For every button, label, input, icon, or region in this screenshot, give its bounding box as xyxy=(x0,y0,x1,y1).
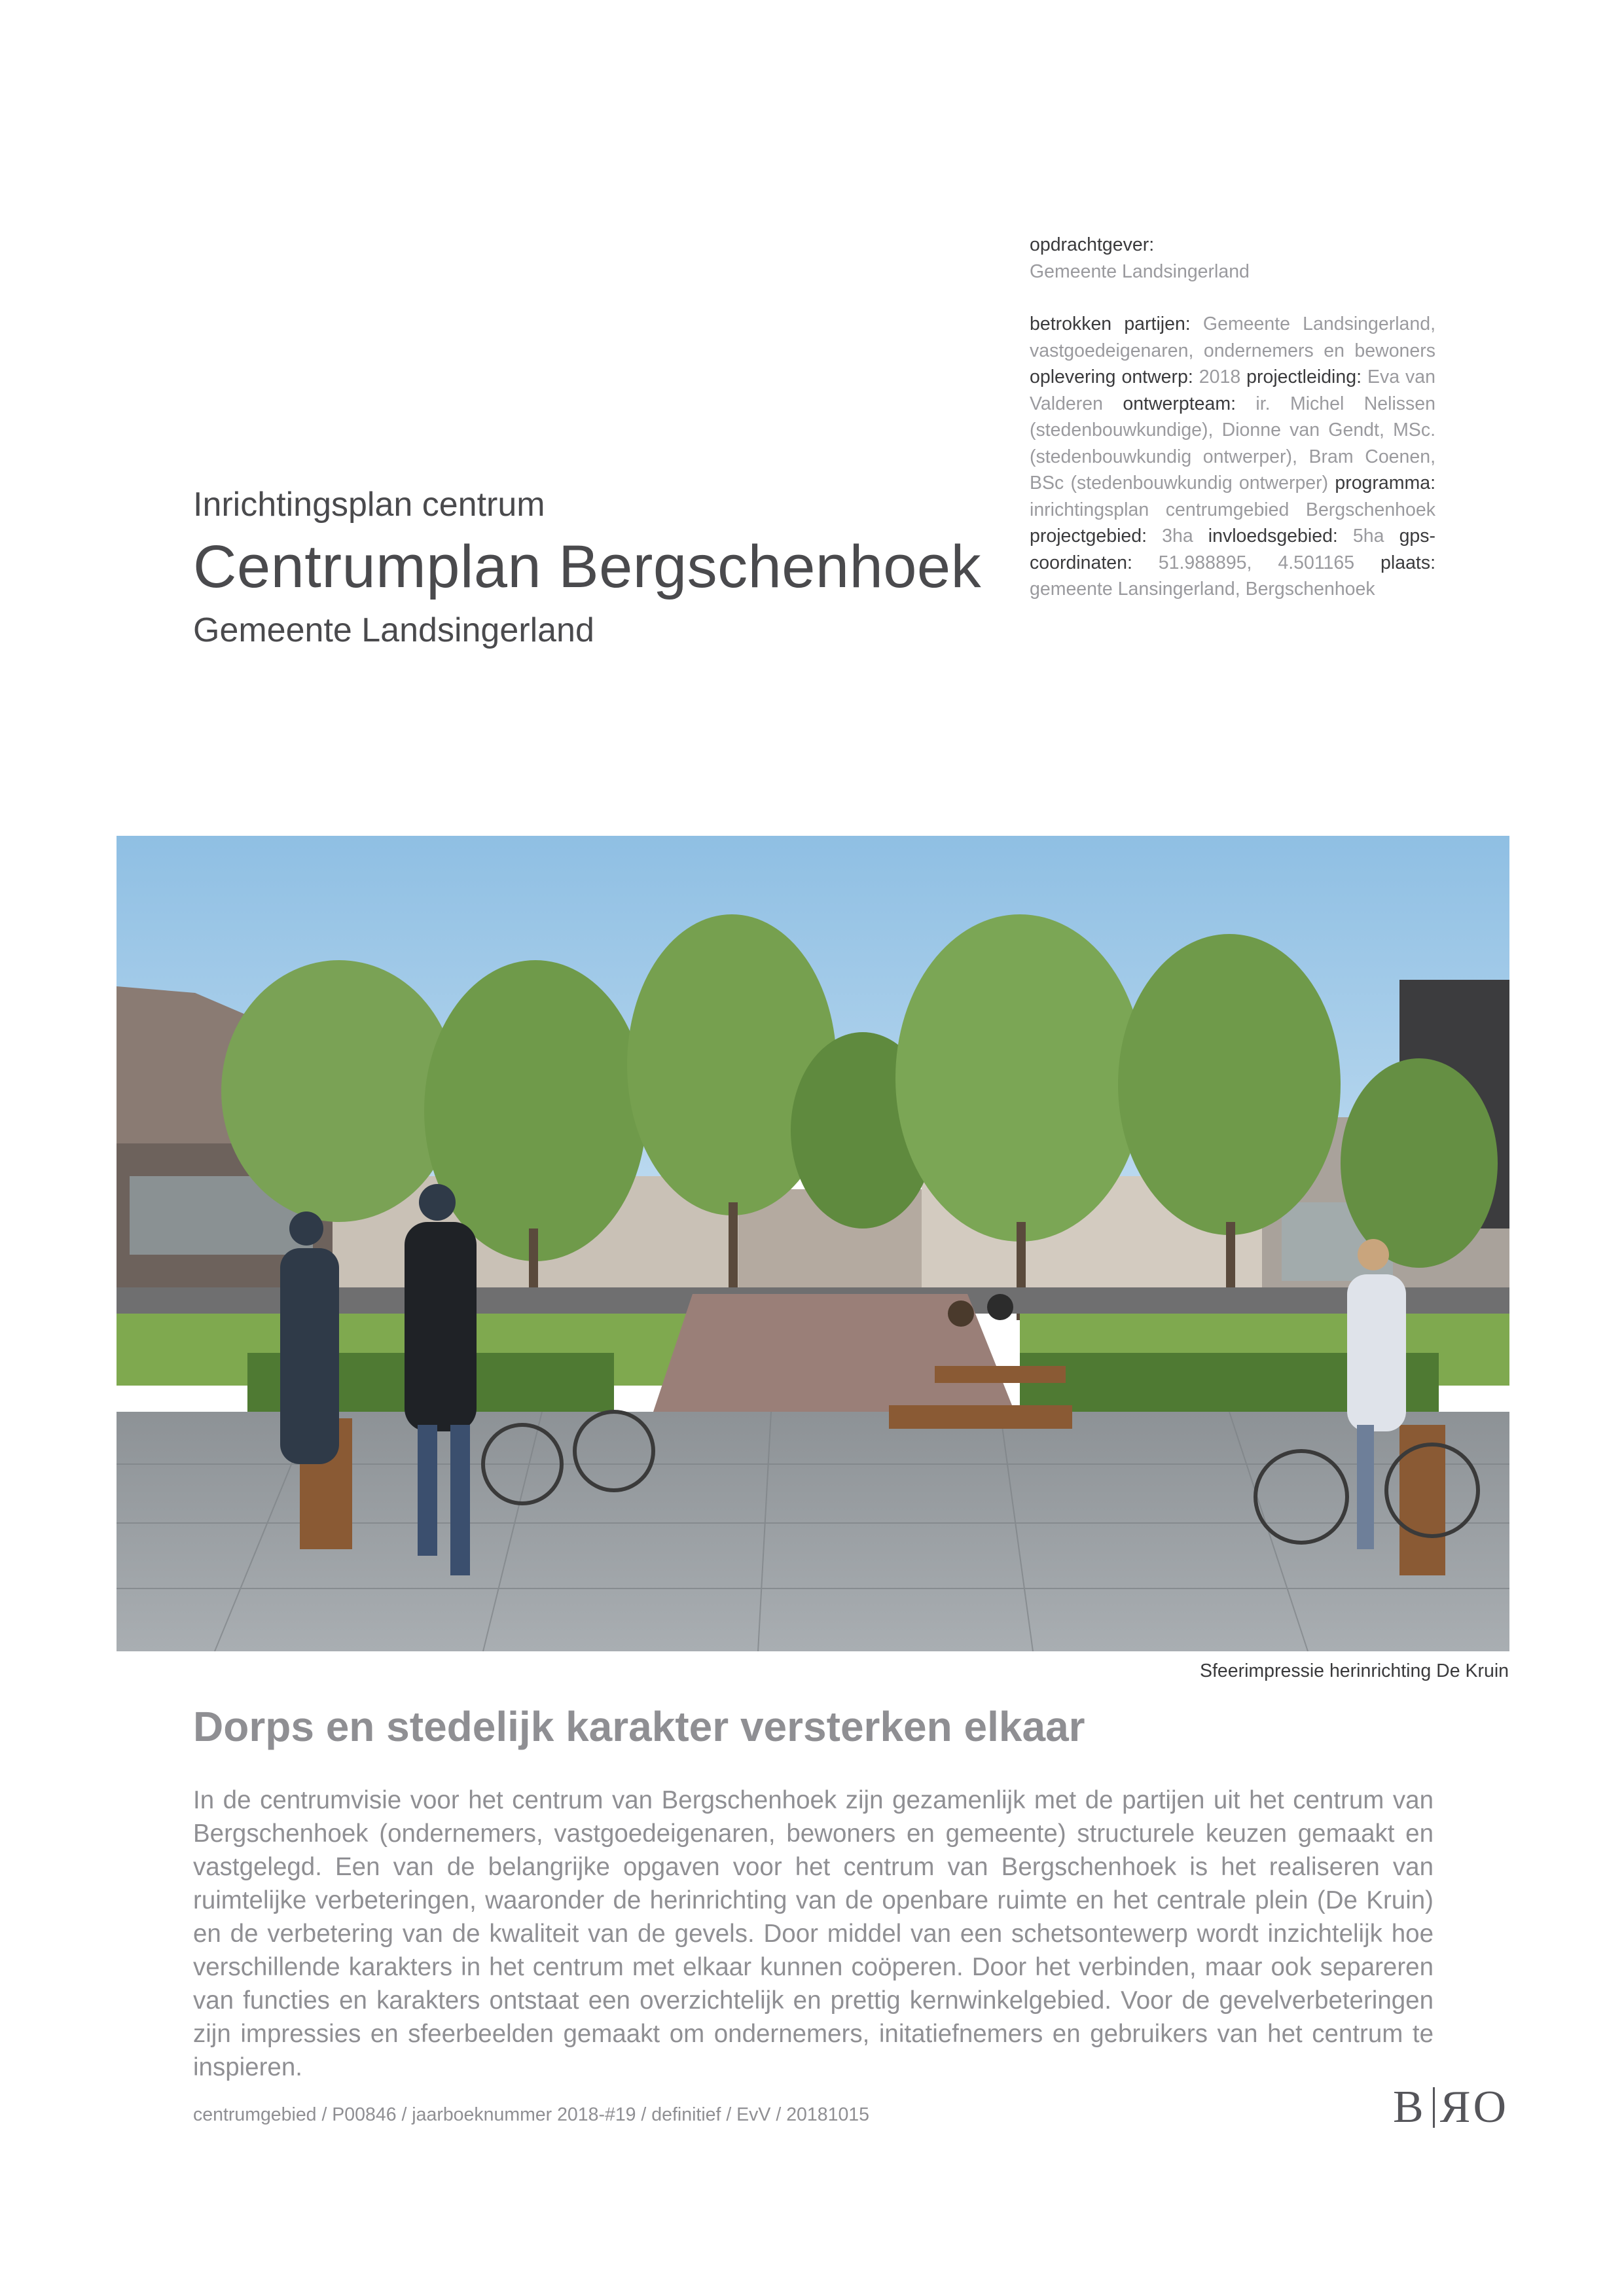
place-value: gemeente Lansingerland, Bergschenhoek xyxy=(1030,579,1375,600)
logo-letters-ro: ЯO xyxy=(1439,2082,1509,2132)
document-subtitle: Inrichtingsplan centrum xyxy=(193,486,545,524)
square-illustration xyxy=(117,836,1509,1651)
client-block xyxy=(1030,232,1435,285)
parties-label: betrokken partijen: xyxy=(1030,314,1191,334)
gps-label: gps-coordinaten: xyxy=(1030,526,1436,573)
team-value: ir. Michel Nelissen (stedenbouwkundige), Dionne van Gendt, MSc. (stedenbouwkundig ontwerper), Bram Coenen, BSc (stedenbouwkundig ontwerper) xyxy=(1030,393,1436,493)
lead-label: projectleiding: xyxy=(1246,367,1362,387)
bro-logo xyxy=(1393,2081,1509,2134)
project-details xyxy=(1030,311,1435,603)
document-title: Centrumplan Bergschenhoek xyxy=(193,533,982,601)
program-value: inrichtingsplan centrumgebied Bergschenhoek xyxy=(1030,499,1435,520)
municipality-name: Gemeente Landsingerland xyxy=(193,611,594,650)
gps-value: 51.988895, 4.501165 xyxy=(1158,552,1355,573)
influence-label: invloedsgebied: xyxy=(1208,526,1338,547)
section-heading: Dorps en stedelijk karakter versterken elkaar xyxy=(193,1703,1085,1750)
body-paragraph: In de centrumvisie voor het centrum van Bergschenhoek zijn gezamenlijk met de partijen uit het centrum van Bergschenhoek (ondernemers, vastgoedeigenaren, bewoners en gemeente) structurele keuzen gemaakt en vastgelegd. Een van de belangrijke opgaven voor het centrum van Bergschenhoek is het realiseren van ruimtelijke verbeteringen, waaronder de herinrichting van de openbare ruimte en het centrale plein (De Kruin) en de verbetering van de kwaliteit van de gevels. Door middel van een schetsontewerp wordt inzichtelijk hoe verschillende karakters in het centrum met elkaar kunnen coöperen. Door het verbinden, maar ook separeren van functies en karakters ontstaat een overzichtelijk en prettig kernwinkelgebied. Voor de gevelverbeteringen zijn impressies en sfeerbeelden gemaakt om ondernemers, initatiefnemers en gebruikers van het centrum te inspieren. xyxy=(193,1786,1434,2081)
image-caption: Sfeerimpressie herinrichting De Kruin xyxy=(1199,1660,1509,1681)
team-label: ontwerpteam: xyxy=(1123,393,1236,414)
delivery-label: oplevering ontwerp: xyxy=(1030,367,1193,387)
footer-meta: centrumgebied / P00846 / jaarboeknummer 2018-#19 / definitief / EvV / 20181015 xyxy=(193,2104,869,2125)
hero-impression-image xyxy=(117,836,1509,1651)
project-info xyxy=(1030,232,1435,603)
program-label: programma: xyxy=(1335,473,1435,493)
client-value: Gemeente Landsingerland xyxy=(1030,260,1250,282)
lead-value: Eva van Valderen xyxy=(1030,367,1435,414)
client-label: opdrachtgever: xyxy=(1030,234,1155,255)
place-label: plaats: xyxy=(1380,552,1436,573)
area-label: projectgebied: xyxy=(1030,526,1147,547)
title-block xyxy=(193,484,1011,651)
area-value: 3ha xyxy=(1162,526,1193,547)
logo-letter-b: B xyxy=(1393,2082,1426,2132)
influence-value: 5ha xyxy=(1352,526,1384,547)
parties-value: Gemeente Landsingerland, vastgoedeigenaren, ondernemers en bewoners xyxy=(1030,314,1436,361)
delivery-value: 2018 xyxy=(1199,367,1241,387)
logo-divider xyxy=(1433,2087,1435,2128)
